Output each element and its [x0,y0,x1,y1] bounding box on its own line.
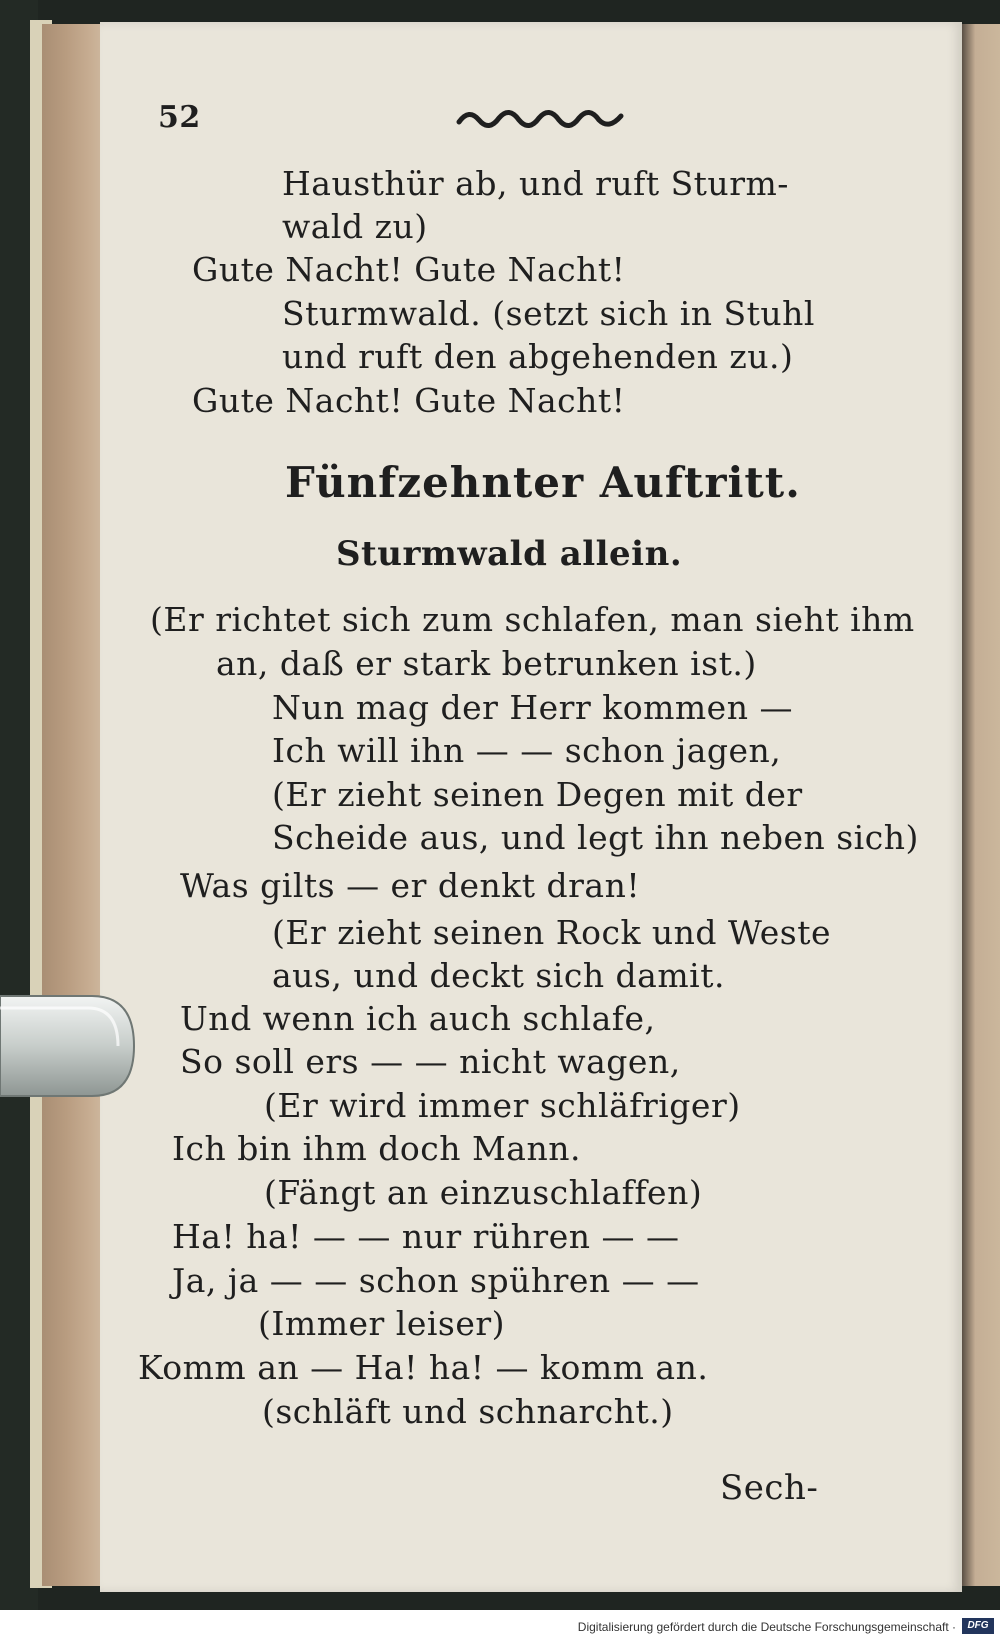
page-number: 52 [158,100,201,135]
verse-line: So soll ers — — nicht wagen, [180,1042,681,1081]
footer-credit: Digitalisierung gefördert durch die Deutsche Forschungsgemeinschaft · [577,1620,956,1634]
stage-direction: Scheide aus, und legt ihn neben sich) [272,818,919,857]
verse-line: Komm an — Ha! ha! — komm an. [138,1348,709,1387]
scene-subtitle: Sturmwald allein. [336,534,683,574]
stage-direction: (schläft und schnarcht.) [262,1392,674,1431]
stage-direction: an, daß er stark betrunken ist.) [216,644,757,683]
stage-direction: Sturmwald. (setzt sich in Stuhl [282,294,815,333]
verse-line: Ha! ha! — — nur rühren — — [172,1217,680,1256]
verse-line: Ja, ja — — schon spühren — — [172,1261,700,1300]
stage-direction: (Fängt an einzuschlaffen) [264,1173,703,1212]
page-stack-edge [42,24,102,1586]
dfg-logo: DFG [962,1618,994,1634]
verse-line: Ich bin ihm doch Mann. [172,1129,581,1168]
stage-direction: und ruft den abgehenden zu.) [282,337,794,376]
stage-direction: (Er zieht seinen Rock und Weste [272,913,832,952]
text-line: Hausthür ab, und ruft Sturm- [282,164,789,203]
scene-title: Fünfzehnter Auftritt. [285,458,801,507]
stage-direction: (Immer leiser) [258,1304,506,1343]
verse-line: Nun mag der Herr kommen — [272,688,793,727]
stage-direction: (Er zieht seinen Degen mit der [272,775,803,814]
text-line: wald zu) [282,207,428,246]
stage-direction: (Er wird immer schläfriger) [264,1086,741,1125]
verse-line: Ich will ihn — — schon jagen, [272,731,782,770]
stage-direction: aus, und deckt sich damit. [272,956,725,995]
catchword: Sech- [720,1468,819,1508]
text-line: Gute Nacht! Gute Nacht! [192,381,626,420]
ornament-divider [455,104,625,134]
text-line: Gute Nacht! Gute Nacht! [192,250,626,289]
facing-page-edge [962,24,1000,1586]
page-clip [0,990,140,1102]
verse-line: Was gilts — er denkt dran! [180,866,641,905]
stage-direction: (Er richtet sich zum schlafen, man sieht ihm [150,600,915,639]
verse-line: Und wenn ich auch schlafe, [180,999,656,1038]
